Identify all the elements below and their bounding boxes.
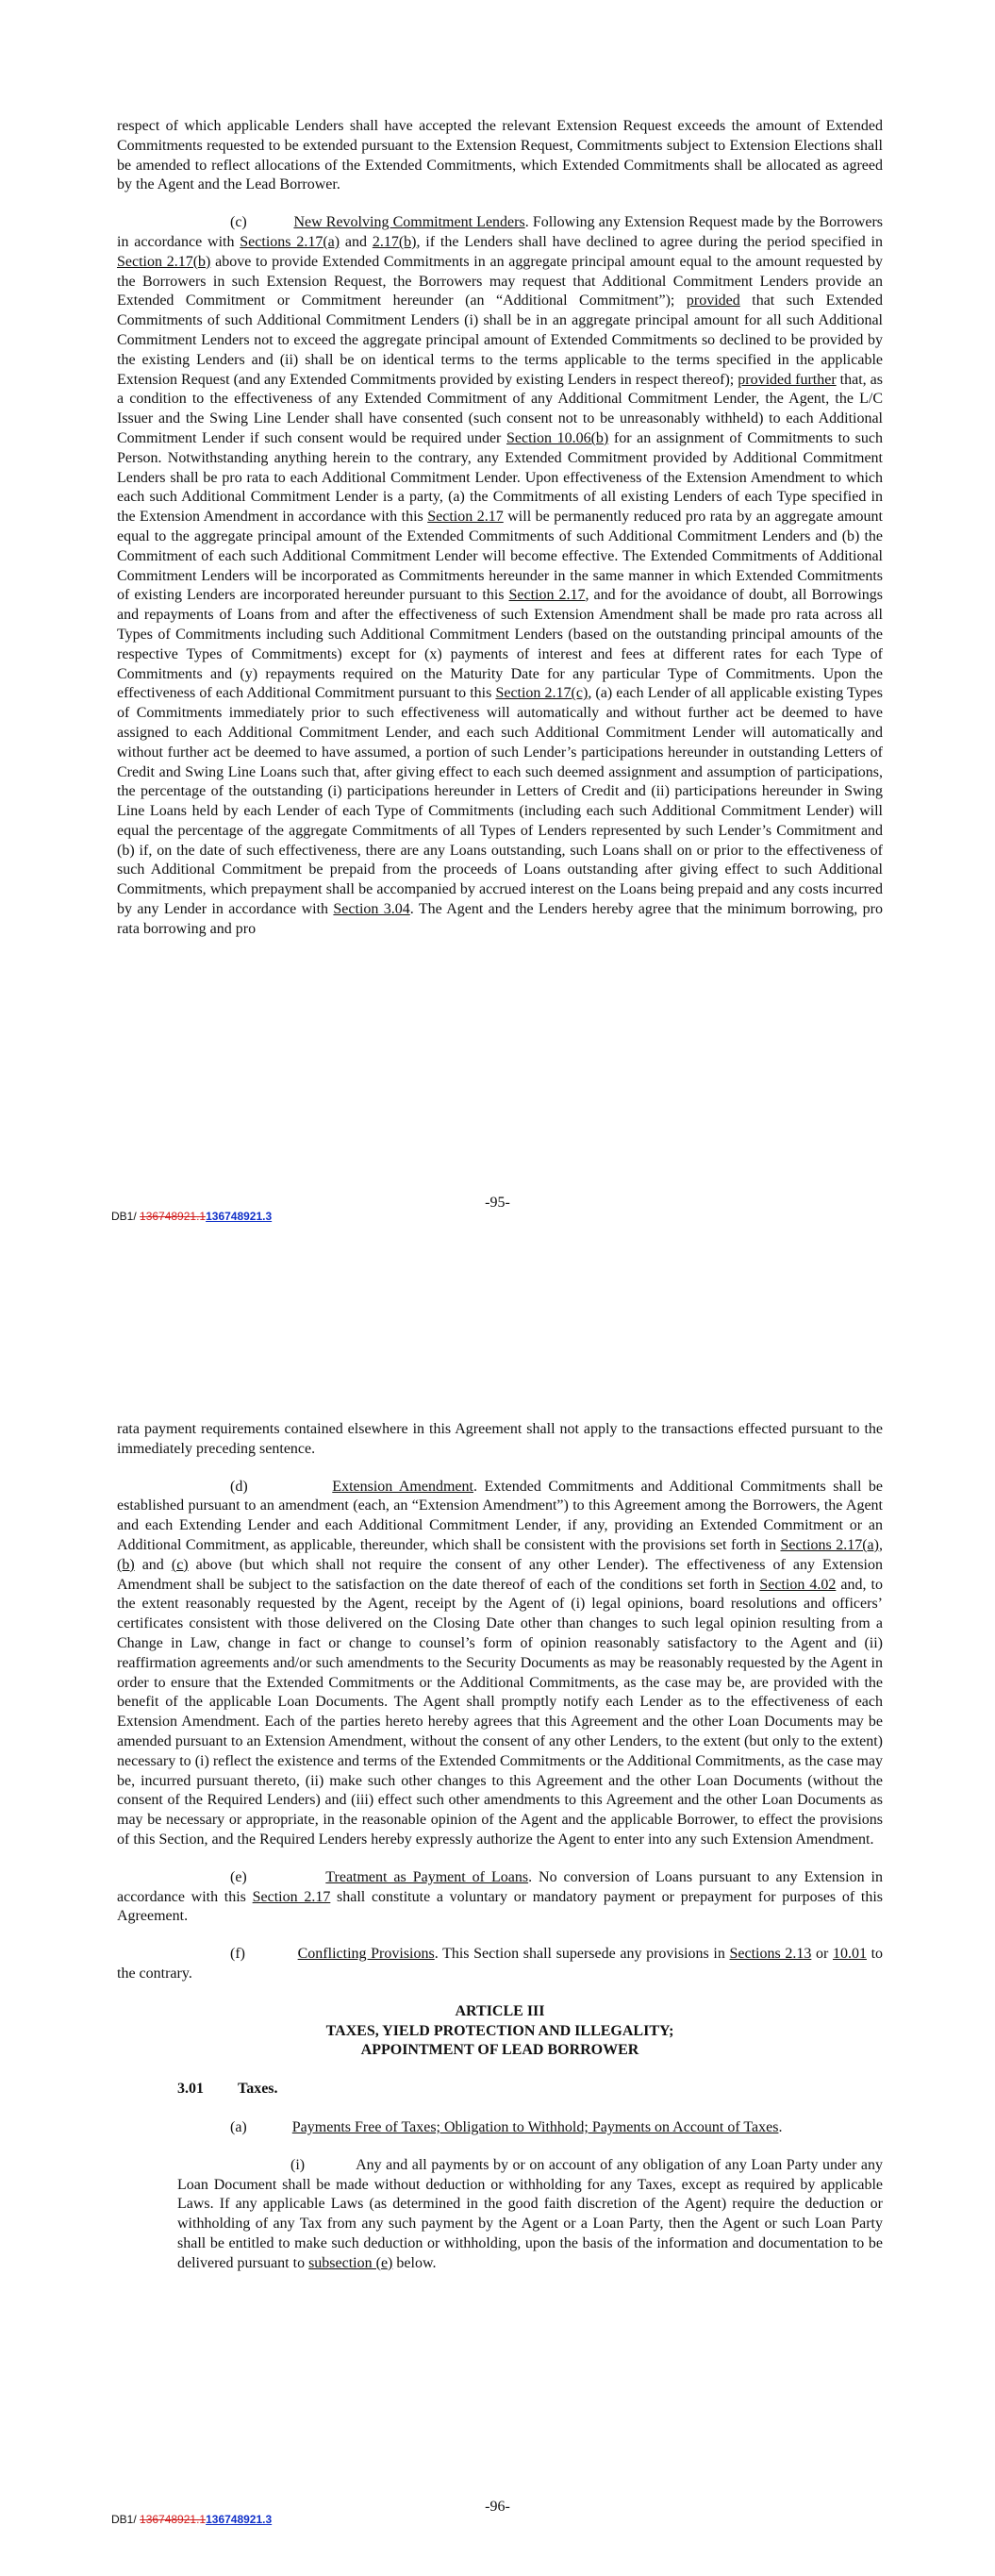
cross-reference: Sections 2.17(a) [780, 1536, 879, 1553]
page-number: -95- [485, 1195, 510, 1211]
cross-reference: Section 2.17 [252, 1888, 331, 1905]
document-id-inserted: 136748921.3 [206, 2513, 273, 2526]
text-run: . No conversion of Loans pursuant to any Extension in accordance with this [117, 1868, 883, 1905]
cross-reference: Section 2.17 [508, 587, 586, 604]
document-id-deleted: 136748921.1 [140, 1210, 207, 1223]
clause-label: (f) [230, 1946, 245, 1963]
article-heading [117, 2002, 883, 2061]
paragraph-e [117, 1868, 883, 1927]
clause-title: New Revolving Commitment Lenders [293, 214, 525, 231]
clause-title: Treatment as Payment of Loans [325, 1868, 529, 1885]
paragraph-a [117, 2118, 883, 2138]
clause-label: (c) [230, 214, 247, 231]
cross-reference: Section 4.02 [759, 1576, 837, 1593]
document-id-inserted: 136748921.3 [206, 1210, 273, 1223]
cross-reference: Section 10.06(b) [506, 429, 609, 446]
text-run: that, as a condition to the effectiveness of any Extended Commitment of any Additional Commitment Lender, the Agent, the L/C Issuer and the Swing Line Lender shall have consented (such consent not to be unreasonably withheld) to each Additional Commitment Lender if such consent would be required under [117, 371, 884, 446]
cross-reference: (b) [117, 1556, 135, 1573]
cross-reference: subsection (e) [308, 2254, 393, 2271]
text-run: for an assignment of Commitments to such Person. Notwithstanding anything herein to the contrary, any Extended Commitment provided by Additional Commitment Lenders shall be pro rata to each Additional Commitment Lender. Upon effectiveness of the Extension Amendment to which each such Additional Commitment Lender is a party, (a) the Commitments of all existing Lenders of each Type specified in the Extension Amendment in accordance with this [117, 429, 884, 526]
text-run: to the contrary. [117, 1946, 884, 1982]
text-run: , (a) each Lender of all applicable existing Types of Commitments immediately prior to such effectiveness will automatically and without further act be deemed to have assigned to each Additional Commitment Lender, and each such Additional Commitment Lender will automatically and without further act be deemed to have assumed, a portion of such Lender’s participations hereunder in outstanding Letters of Credit and Swing Line Loans such that, after giving effect to each such deemed assignment and assumption of participations, the percentage of the outstanding (i) participations hereunder in Letters of Credit and (ii) participations hereunder in Swing Line Loans held by each Lender of each Type of Commitments (including each such Additional Commitment Lender) will equal the percentage of the aggregate Commitments of all Types of Lenders represented by such Lender’s Commitment and (b) if, on the date of such effectiveness, there are any Loans outstanding, such Loans shall on or prior to the effectiveness of such Additional Commitment be prepaid from the proceeds of Loans outstanding after giving effect to such Additional Commitments, which prepayment shall be accompanied by accrued interest on the Loans being prepaid and any costs incurred by any Lender in accordance with [117, 685, 884, 918]
page-96 [0, 1288, 995, 2576]
article-number: ARTICLE III [455, 2002, 545, 2019]
document-id-prefix: DB1/ [111, 2513, 141, 2526]
paragraph-i [177, 2156, 883, 2274]
text-run: . Following any Extension Request made by the Borrowers in accordance with [117, 214, 883, 250]
cross-reference: Section 2.17(c) [495, 685, 589, 702]
text-run: , [879, 1536, 883, 1553]
text-run: , and for the avoidance of doubt, all Borrowings and repayments of Loans from and after the effectiveness of such Extension Amendment shall be made pro rata across all Types of Commitments including such Additional Commitment Lenders (based on the outstanding principal amounts of the respective Types of Commitments) except for (x) payments of interest and fees at different rates for each Type of Commitments and (y) repayments required on the Maturity Date for any particular Type of Commitments. Upon the effectiveness of each Additional Commitment pursuant to this [117, 587, 884, 702]
cross-reference: Section 2.17 [427, 509, 504, 526]
text-run: above (but which shall not require the consent of any other Lender). The effectiveness of any Extension Amendment shall be subject to the satisfaction on the date thereof of each of the conditions set forth in [117, 1556, 883, 1593]
paragraph-c [117, 213, 883, 939]
clause-label: (d) [230, 1478, 248, 1495]
clause-label: (a) [230, 2118, 247, 2135]
clause-label: (i) [290, 2156, 306, 2173]
text-run: Any and all payments by or on account of any obligation of any Loan Party under any Loan Document shall be made without deduction or withholding for any Taxes, except as required by applicable Laws. If any applicable Laws (as determined in the good faith discretion of the Agent) require the deduction or withholding of any Tax from any such payment by the Agent or a Loan Party, then the Agent or such Loan Party shall be entitled to make such deduction or withholding, upon the basis of the information and documentation to be delivered pursuant to [177, 2156, 884, 2271]
clause-title: Extension Amendment [332, 1478, 473, 1495]
section-title: Taxes. [238, 2081, 278, 2098]
text-run: and [340, 233, 373, 250]
clause-title: Payments Free of Taxes; Obligation to Withhold; Payments on Account of Taxes [291, 2118, 779, 2135]
text-run: . [778, 2118, 783, 2135]
section-heading [177, 2080, 883, 2099]
cross-reference: Section 3.04 [333, 901, 410, 918]
text-run: . The Agent and the Lenders hereby agree that the minimum borrowing, pro rata borrowing and pro [117, 901, 883, 937]
text-run: above to provide Extended Commitments in an aggregate principal amount equal to the amount requested by the Borrowers in such Extension Request, the Borrowers may request that Additional Commitment Lenders provide an Extended Commitment or Commitment hereunder (an “Additional Commitment”); [117, 253, 884, 309]
document-id [111, 1210, 272, 1223]
page-number: -96- [485, 2499, 510, 2515]
text-run: that such Extended Commitments of such Additional Commitment Lenders (i) shall be in an aggregate principal amount for all such Additional Commitment Lenders not to exceed the aggregate principal amount of Extended Commitments so declined to be provided by the existing Lenders and (ii) shall be on identical terms to the terms applicable to the terms specified in the applicable Extension Request (and any Extended Commitments provided by existing Lenders in respect thereof); [117, 293, 884, 388]
clause-label: (e) [230, 1868, 247, 1885]
text-run: below. [392, 2254, 437, 2271]
text-run: will be permanently reduced pro rata by an aggregate amount equal to the aggregate principal amount of the Extended Commitments of such Additional Commitment Lenders and (b) the Commitment of each such Additional Commitment Lender will become effective. The Extended Commitments of Additional Commitment Lenders will be incorporated as Commitments hereunder in the same manner in which Extended Commitments of existing Lenders are incorporated hereunder pursuant to this [117, 509, 883, 604]
text-run: and [134, 1556, 172, 1573]
cross-reference: Sections 2.17(a) [240, 233, 340, 250]
cross-reference: 2.17(b) [372, 233, 417, 250]
defined-term: provided [686, 293, 740, 309]
paragraph-continuation: respect of which applicable Lenders shall have accepted the relevant Extension Request exceeds the amount of Extended Commitments requested to be extended pursuant to the Extension Request, Commitments subject to Extension Elections shall be amended to reflect allocations of the Extended Commitments, which Extended Commitments shall be allocated as agreed by the Agent and the Lead Borrower. [117, 118, 883, 193]
paragraph-f [117, 1945, 883, 1984]
document-id [111, 2513, 272, 2526]
text-run: or [811, 1946, 833, 1963]
text-run: , if the Lenders shall have declined to agree during the period specified in [416, 233, 884, 250]
cross-reference: Section 2.17(b) [117, 253, 211, 270]
document-id-prefix: DB1/ [111, 1210, 141, 1223]
text-run: . This Section shall supersede any provisions in [434, 1946, 730, 1963]
clause-title: Conflicting Provisions [297, 1946, 435, 1963]
section-number: 3.01 [177, 2081, 204, 2098]
text-run: shall constitute a voluntary or mandatory payment or prepayment for purposes of this Agreement. [117, 1888, 884, 1925]
cross-reference: Sections 2.13 [729, 1946, 812, 1963]
text-run: and, to the extent reasonably requested by the Agent, receipt by the Agent of (i) legal opinions, board resolutions and officers’ certificates consistent with those delivered on the Closing Date other than changes to such legal opinion resulting from a Change in Law, change in fact or change to counsel’s form of opinion reasonably satisfactory to the Agent and (ii) reaffirmation agreements and/or such amendments to the Security Documents as may be reasonably requested by the Agent in order to ensure that the Extended Commitments or the Additional Commitments, as the case may be, are provided with the benefit of the applicable Loan Documents. The Agent shall promptly notify each Lender as to the effectiveness of each Extension Amendment. Each of the parties hereto hereby agrees that this Agreement and the other Loan Documents may be amended pursuant to an Extension Amendment, without the consent of any other Lenders, to the extent (but only to the extent) necessary to (i) reflect the existence and terms of the Extended Commitments or the Additional Commitments, as the case may be, incurred pursuant thereto, (ii) make such other changes to this Agreement and the other Loan Documents (without the consent of the Required Lenders) and (iii) effect such other amendments to this Agreement and the other Loan Documents as may be necessary or appropriate, in the reasonable opinion of the Agent and the applicable Borrower, to effect the provisions of this Section, and the Required Lenders hereby expressly authorize the Agent to enter into any such Extension Amendment. [117, 1576, 883, 1848]
page-95-body [117, 117, 883, 958]
article-title-line-2: APPOINTMENT OF LEAD BORROWER [360, 2042, 639, 2059]
text-run: . Extended Commitments and Additional Commitments shall be established pursuant to an amendment (each, an “Extension Amendment”) to this Agreement among the Borrowers, the Agent and each Extending Lender and each Additional Commitment Lender, if any, providing an Extended Commitment or an Additional Commitment, as applicable, thereunder, which shall be consistent with the provisions set forth in [117, 1478, 884, 1553]
document-id-deleted: 136748921.1 [140, 2513, 207, 2526]
page-96-body [117, 1420, 883, 2291]
cross-reference: (c) [171, 1556, 189, 1573]
defined-term: provided further [738, 371, 837, 388]
cross-reference: 10.01 [832, 1946, 867, 1963]
article-title-line-1: TAXES, YIELD PROTECTION AND ILLEGALITY; [325, 2022, 674, 2039]
paragraph-continuation: rata payment requirements contained elsewhere in this Agreement shall not apply to the transactions effected pursuant to the immediately preceding sentence. [117, 1421, 883, 1457]
paragraph-d [117, 1478, 883, 1850]
